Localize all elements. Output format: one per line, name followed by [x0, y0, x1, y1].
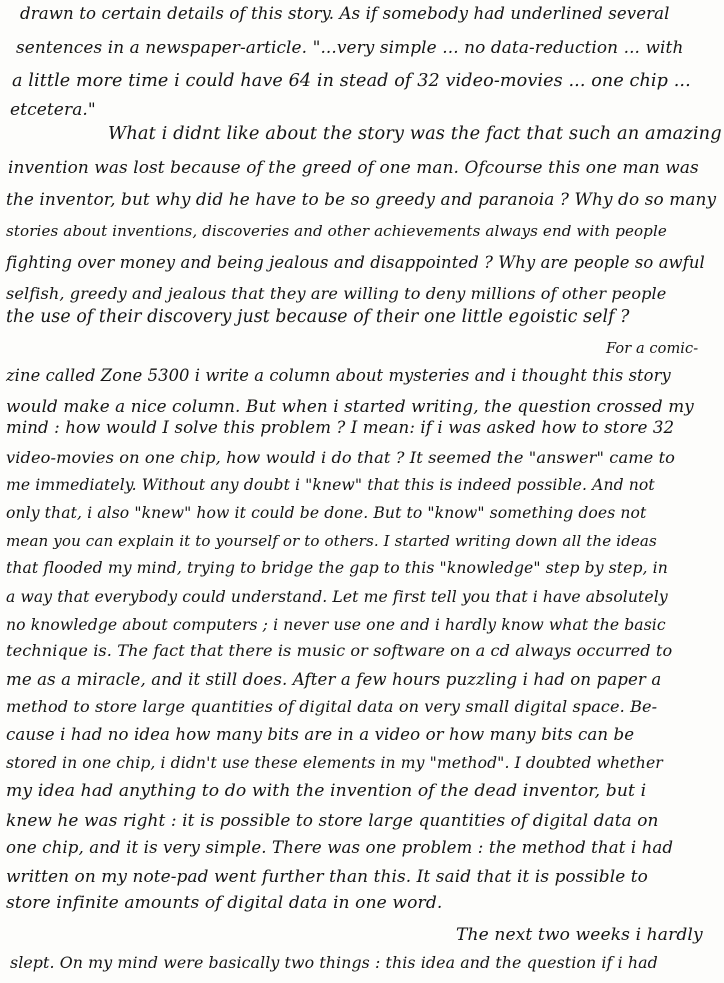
text-line: invention was lost because of the greed of one man. Ofcourse this one man was [8, 157, 699, 177]
text-line: the use of their discovery just because of their one little egoistic self ? [6, 307, 630, 327]
text-line: me as a miracle, and it still does. After a few hours puzzling i had on paper a [6, 670, 662, 689]
text-line: only that, i also "knew" how it could be done. But to "know" something does not [6, 504, 647, 522]
text-line: a way that everybody could understand. Let me first tell you that i have absolutely [6, 588, 668, 606]
text-line: What i didnt like about the story was the fact that such an amazing [108, 123, 722, 144]
text-line: a little more time i could have 64 in stead of 32 video-movies ... one chip ... [12, 71, 691, 91]
text-line: stories about inventions, discoveries and other achievements always end with people [6, 222, 667, 240]
text-line: that flooded my mind, trying to bridge the gap to this "knowledge" step by step, in [6, 559, 668, 577]
text-line: etcetera." [10, 100, 96, 120]
text-line: selfish, greedy and jealous that they are willing to deny millions of other people [6, 284, 667, 303]
text-line: mean you can explain it to yourself or to others. I started writing down all the ideas [6, 532, 657, 550]
text-line: stored in one chip, i didn't use these elements in my "method". I doubted whether [6, 754, 663, 772]
text-line: would make a nice column. But when i started writing, the question crossed my [6, 396, 694, 416]
text-line: technique is. The fact that there is music or software on a cd always occurred to [6, 641, 673, 660]
text-line: my idea had anything to do with the invention of the dead inventor, but i [6, 781, 647, 801]
text-line: written on my note-pad went further than this. It said that it is possible to [6, 866, 648, 886]
text-line: drawn to certain details of this story. As if somebody had underlined several [20, 4, 670, 23]
text-line: one chip, and it is very simple. There was one problem : the method that i had [6, 838, 674, 857]
text-line: me immediately. Without any doubt i "knew" that this is indeed possible. And not [6, 476, 655, 494]
text-line: zine called Zone 5300 i write a column about mysteries and i thought this story [6, 366, 671, 385]
text-line: sentences in a newspaper-article. "...very simple ... no data-reduction ... with [16, 37, 684, 57]
text-line: store infinite amounts of digital data in one word. [6, 893, 443, 913]
text-line: no knowledge about computers ; i never use one and i hardly know what the basic [6, 616, 666, 634]
text-line: slept. On my mind were basically two things : this idea and the question if i had [10, 953, 658, 972]
text-line: cause i had no idea how many bits are in a video or how many bits can be [6, 725, 635, 744]
text-line: the inventor, but why did he have to be so greedy and paranoia ? Why do so many [6, 189, 717, 209]
text-line: The next two weeks i hardly [456, 925, 703, 945]
text-line: method to store large quantities of digital data on very small digital space. Be- [6, 697, 658, 716]
text-line: video-movies on one chip, how would i do that ? It seemed the "answer" came to [6, 448, 676, 467]
text-line: mind : how would I solve this problem ? I mean: if i was asked how to store 32 [6, 418, 675, 437]
text-line: knew he was right : it is possible to store large quantities of digital data on [6, 810, 659, 830]
text-line: fighting over money and being jealous and disappointed ? Why are people so awful [6, 253, 705, 272]
text-line: For a comic- [606, 341, 699, 357]
